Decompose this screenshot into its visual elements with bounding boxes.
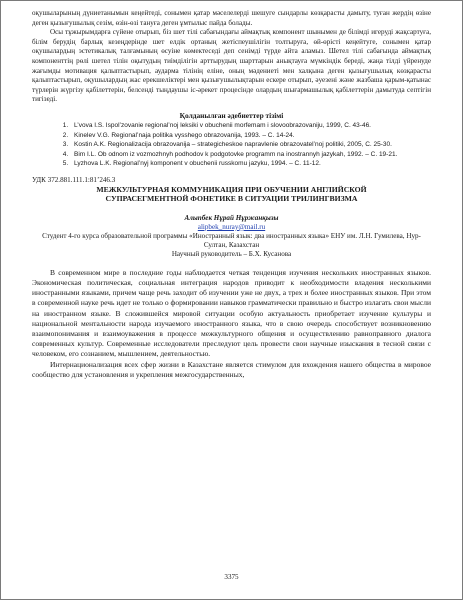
reference-item: 2. Kinelev V.G. Regional’naja politika vysshego obrazovanija, 1993. – C. 14-24. [70, 132, 431, 141]
reference-item: 4. Bim I.L. Ob odnom iz vozmozhnyh podhodov k podgotovke programm na inostrannyh jazykah, 1992. – C. 19-21. [70, 151, 431, 160]
page-number: 3375 [224, 573, 239, 581]
author-email-link[interactable]: alipbek_nuray@mail.ru [197, 222, 266, 231]
page-content [32, 9, 431, 380]
paragraph-kazakh-1: оқушыларының дүниетанымын кеңейтеді, сонымен қатар мәселелерді шешуге сындарлы көзқарасты дамыту, туған жердің өзіне деген қызығушылық сезім, өзін-өзі тануға деген ұмтылыс пайда болады. [32, 9, 431, 27]
references-title: Қолданылған әдебиеттер тізімі [179, 110, 284, 120]
author-affiliation: Студент 4-го курса образовательной программы «Иностранный язык: два иностранных языка» ЕНУ им. Л.Н. Гумилева, Нур-Султан, Казахстан [42, 231, 421, 249]
reference-item: 5. Lyzhova L.K. Regional’nyj komponent v obuchenii russkomu jazyku, 1994. – C. 11-12. [70, 160, 431, 169]
paragraph-kazakh-2: Осы тұжырымдарға сүйене отырып, біз шет тілі сабағындағы аймақтық компонент шынымен де білімді игеруді жақсартуға, білім берудің барлық кезеңдерінде шет елдік ортаның жетіспеушілігін толтыруға, өй-өрісті кеңейтуге, сонымен қатар оқушылардың эстетикалық талғамының өсуіне көмектеседі деп сенімді түрде айта аламыз. Шетел тілі сабағында аймақтық компоненттің рөлі шетел тілін оқытудың тиімділігін арттырудың шарттарын анықтауға мүмкіндік береді, жаңа тілді үйренуде жағымды мотивация қалыптастырып, аударма тілінің еліне, оның мәдениеті мен халқына деген қызығушылық көзқарасты қалыптастырып, оқушылардың жас ерекшеліктері мен қызығушылықтарын ескере отырып, әуезені және жазбаша қарым-қатынас түрлерін жүргізу қабілеттерін, белсенді тыңдаушы іс-әрекет процесінде олардың шығармашылық қабілеттерін дамытуда септігін тигізеді. [32, 28, 431, 104]
reference-item: 3. Kostin A.K. Regionalizacija obrazovanija – strategicheskoe napravlenie obrazovatel’noj politiki, 2005, C. 25-30. [70, 141, 431, 150]
article-title-line-2: СУПРАСЕГМЕНТНОЙ ФОНЕТИКЕ В СИТУАЦИИ ТРИЛИНГВИЗМА [105, 194, 358, 204]
article-paragraph-1: В современном мире в последние годы наблюдается четкая тенденция изучения нескольких иностранных языков. Экономическая политическая, социальная интеграция народов приводит к необходимости владения несколькими иностранными языками, причем чаще речь заходит об изучении уже не двух, а трех и более иностранных языков. При этом в современной науке речь идет не только о формировании навыков грамматически правильно и быстро излагать свои мысли на иностранном языке. В сложившейся мировой ситуации особую актуальность приобретает изучение культуры и национальной ментальности народа изучаемого иностранного языка, что в свою очередь способствует возникновению взаимопонимания и взаимоуважения в процессе межкультурного общения и осуществлению равноправного диалога современных культур. Современные исследователи преследуют цель провести свои научные изыскания в тесной связи с человеком, его сознанием, мышлением, деятельностью. [32, 267, 431, 359]
reference-item: 1. L’vova I.S. Ispol’zovanie regional’noj leksiki v obuchenii morfemam i slovoobrazovaniju, 1999, C. 43-46. [70, 122, 431, 131]
article-body [32, 268, 431, 380]
article-title-line-1: МЕЖКУЛЬТУРНАЯ КОММУНИКАЦИЯ ПРИ ОБУЧЕНИИ АНГЛИЙСКОЙ [96, 184, 367, 194]
article-paragraph-2: Интернационализация всех сфер жизни в Казахстане является стимулом для вхождения нашего общества в мировое сообщество для установления и укрепления межгосударственных, [32, 359, 431, 379]
udc-code: УДК 372.881.111.1:81’246.3 [32, 175, 116, 184]
references-list [32, 122, 431, 169]
scientific-advisor: Научный руководитель – Б.Х. Кусанова [171, 249, 292, 258]
author-name: Алыпбек Нұрай Нұржанқызы [184, 213, 279, 222]
